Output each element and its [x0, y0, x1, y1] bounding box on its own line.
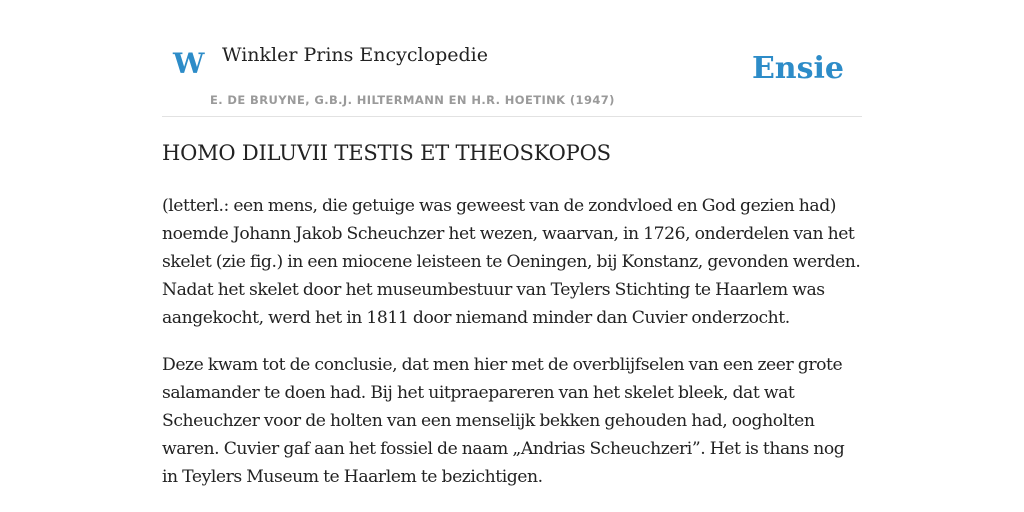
winkler-prins-logo[interactable]: W	[173, 47, 205, 80]
entry-body	[162, 192, 862, 510]
article-container	[162, 0, 862, 487]
entry-title: HOMO DILUVII TESTIS ET THEOSKOPOS	[162, 141, 611, 165]
body-paragraph: Deze kwam tot de conclusie, dat men hier met de overblijfselen van een zeer grote salamander te doen had. Bij het uitpraepareren van het skelet bleek, dat wat Scheuchzer voor de holten van een menselijk bekken gehouden had, oogholten waren. Cuvier gaf aan het fossiel de naam „Andrias Scheuchzeri”. Het is thans nog in Teylers Museum te Haarlem te bezichtigen.	[162, 355, 845, 487]
source-title[interactable]: Winkler Prins Encyclopedie	[222, 44, 488, 66]
body-paragraph: (letterl.: een mens, die getuige was geweest van de zondvloed en God gezien had) noemde Johann Jakob Scheuchzer het wezen, waarvan, in 1726, onderdelen van het skelet (zie fig.) in een miocene leisteen te Oeningen, bij Konstanz, gevonden werden. Nadat het skelet door het museumbestuur van Teylers Stichting te Haarlem was aangekocht, werd het in 1811 door niemand minder dan Cuvier onderzocht.	[162, 196, 861, 328]
source-header	[162, 0, 862, 117]
source-authors: E. DE BRUYNE, G.B.J. HILTERMANN EN H.R. HOETINK (1947)	[210, 93, 615, 107]
ensie-brand-logo[interactable]: Ensie	[751, 51, 844, 86]
